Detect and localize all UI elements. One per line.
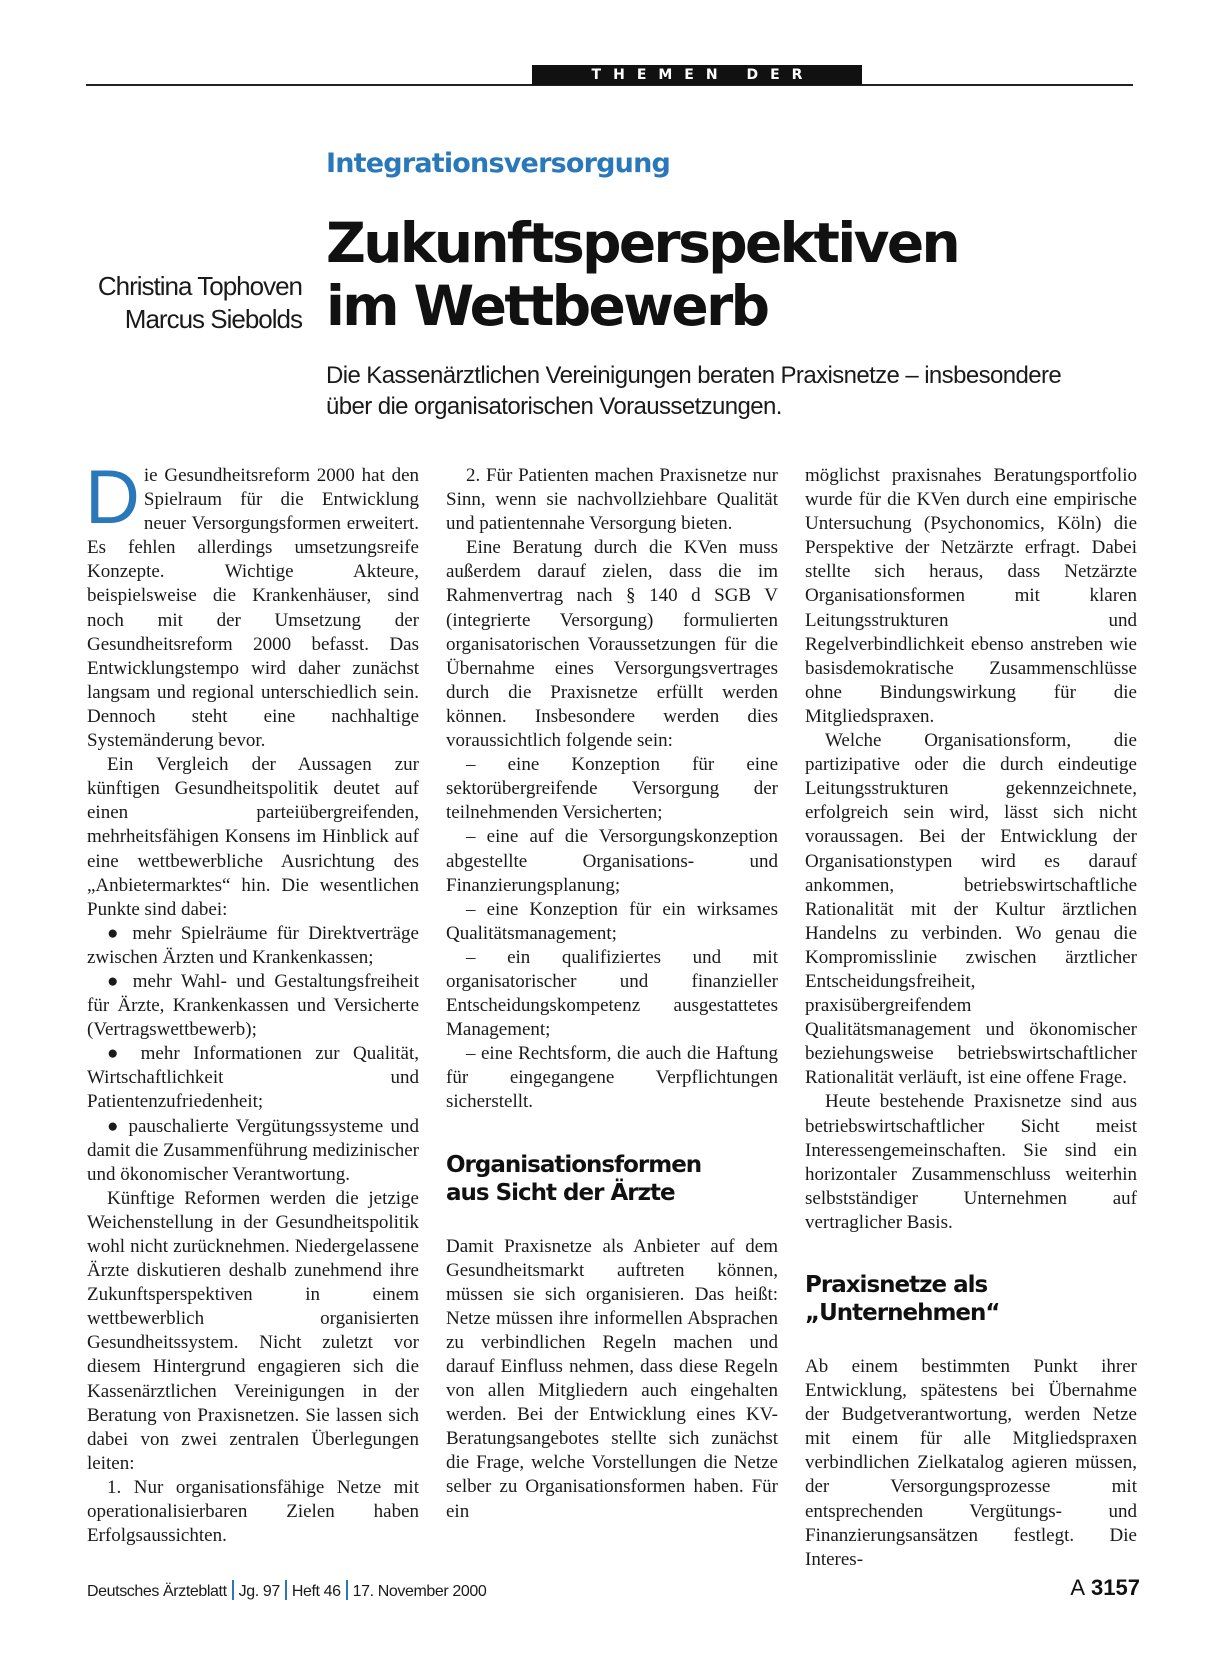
bullet-item: ● mehr Wahl- und Gestaltungsfreiheit für Ärzte, Krankenkassen und Versicherte (Vertragswettbewerb); [87,970,419,1041]
body-column-2 [446,464,778,1524]
footer-separator [285,1580,287,1600]
section-header [86,65,1133,103]
journal-date: 17. November 2000 [352,1583,487,1600]
dash-item: – eine Konzeption für eine sektorübergreifende Versorgung der teilnehmenden Versicherten; [446,754,778,824]
numbered-item: 2. Für Patienten machen Praxisnetze nur Sinn, wenn sie nachvollziehbare Qualität und patientennahe Versorgung bieten. [446,465,778,535]
dash-item: – eine auf die Versorgungskonzeption abgestellte Organisations- und Finanzierungsplanung; [446,826,778,896]
dash-item: – eine Konzeption für ein wirksames Qualitätsmanagement; [446,898,778,944]
article-authors [40,270,302,336]
bullet-item: ● pauschalierte Vergütungssysteme und damit die Zusammenführung medizinischer und ökonomischer Verantwortung. [87,1115,419,1185]
dash-item: – ein qualifiziertes und mit organisatorischer und finanzieller Entscheidungskompetenz ausgestattetes Management; [446,946,778,1041]
body-paragraph: Eine Beratung durch die KVen muss außerdem darauf zielen, dass die im Rahmenvertrag nach § 140 d SGB V (integrierte Versorgung) formulierten organisatorischen Voraussetzungen für die Übernahme eines Versorgungsvertrages durch die Praxisnetze erfüllt werden können. Insbesondere werden dies voraussichtlich folgende sein: [446,537,778,752]
page-number [1070,1575,1140,1601]
page-prefix: A [1070,1575,1086,1600]
page-footer [87,1580,486,1601]
footer-separator [232,1580,234,1600]
body-paragraph: Die Gesundheitsreform 2000 hat den Spielraum für die Entwicklung neuer Versorgungsformen erweitert. Es fehlen allerdings umsetzungsreife Konzepte. Wichtige Akteure, beispielsweise die Krankenhäuser, sind noch mit der Umsetzung der Gesundheitsreform 2000 befasst. Das Entwicklungstempo wird daher zunächst langsam und regional unterschiedlich sein. Dennoch steht eine nachhaltige Systemänderung bevor. [85,455,419,752]
headline-line-2: im Wettbewerb [326,274,768,338]
body-paragraph: Ein Vergleich der Aussagen zur künftigen Gesundheitspolitik deutet auf einen parteiübergreifenden, mehrheitsfähigen Konsens im Hinblick auf eine wettbewerbliche Ausrichtung des „Anbietermarktes“ hin. Die wesentlichen Punkte sind dabei: [87,754,419,920]
author-2: Marcus Siebolds [124,304,302,334]
body-paragraph: möglichst praxisnahes Beratungsportfolio wurde für die KVen durch eine empirische Untersuchung (Psychonomics, Köln) die Perspektive der Netzärzte erfragt. Dabei stellte sich heraus, dass Netzärzte Organisationsformen mit klaren Leitungsstrukturen und Regelverbindlichkeit ebenso anstreben wie basisdemokratische Zusammenschlüsse ohne Bindungswirkung für die Mitgliedspraxen. [805,465,1137,727]
body-paragraph: Heute bestehende Praxisnetze sind aus betriebswirtschaftlicher Sicht meist Interessengemeinschaften. Sie sind ein horizontaler Zusammenschluss weiterhin selbstständiger Unternehmen auf vertraglicher Basis. [805,1091,1137,1233]
footer-separator [346,1580,348,1600]
journal-issue: Heft 46 [291,1583,341,1600]
drop-cap: D [85,455,140,540]
page-number-value: 3157 [1091,1575,1140,1600]
body-paragraph: Damit Praxisnetze als Anbieter auf dem Gesundheitsmarkt auftreten können, müssen sie sich organisieren. Das heißt: Netze müssen ihre informellen Absprachen zu verbindlichen Regeln machen und darauf Einfluss nehmen, dass diese Regeln von allen Mitgliedern auch eingehalten werden. Bei der Entwicklung eines KV-Beratungsangebotes stellte sich zunächst die Frage, welche Vorstellungen die Netze selber zu Organisationsformen haben. Für ein [446,1235,778,1522]
section-label: THEMEN DER ZEIT [532,65,862,85]
body-paragraph: Welche Organisationsform, die partizipative oder die durch eindeutige Leitungsstrukturen gekennzeichnete, erfolgreich sein wird, lässt sich nicht voraussagen. Bei der Entwicklung der Organisationstypen wird es darauf ankommen, betriebswirtschaftliche Rationalität mit der Kultur ärztlichen Handelns zu verbinden. Wo genau die Kompromisslinie zwischen ärztlicher Entscheidungsfreiheit, praxisübergreifendem Qualitätsmanagement und ökonomischer beziehungsweise betriebswirtschaftlicher Rationalität verläuft, ist eine offene Frage. [805,730,1137,1089]
body-paragraph: Ab einem bestimmten Punkt ihrer Entwicklung, spätestens bei Übernahme der Budgetverantwortung, werden Netze mit einem für alle Mitgliedspraxen verbindlichen Zielkatalog agieren müssen, der Versorgungsprozesse mit entsprechenden Vergütungs- und Finanzierungsansätzen festlegt. Die Interes- [805,1356,1137,1570]
body-paragraph: Künftige Reformen werden die jetzige Weichenstellung in der Gesundheitspolitik wohl nicht zurücknehmen. Niedergelassene Ärzte diskutieren deshalb zunehmend ihre Zukunftsperspektiven in einem wettbewerblich organisierten Gesundheitssystem. Nicht zuletzt vor diesem Hintergrund engagieren sich die Kassenärztlichen Vereinigungen in der Beratung von Praxisnetzen. Sie lassen sich dabei von zwei zentralen Überlegungen leiten: [87,1187,419,1474]
numbered-item: 1. Nur organisationsfähige Netze mit operationalisierbaren Zielen haben Erfolgsaussichten. [87,1476,419,1547]
body-column-1 [85,455,419,1548]
subheading-organisationsformen: Organisationsformen aus Sicht der Ärzte [446,1151,702,1206]
article-lead: Die Kassenärztlichen Vereinigungen beraten Praxisnetze – insbesondere über die organisatorischen Voraussetzungen. [326,362,1062,420]
headline-line-1: Zukunftsperspektiven [326,211,959,275]
author-1: Christina Tophoven [97,271,302,301]
bullet-item: ● mehr Spielräume für Direktverträge zwischen Ärzten und Krankenkassen; [87,922,419,968]
subheading-praxisnetze: Praxisnetze als „Unternehmen“ [805,1272,1000,1326]
article-kicker: Integrationsversorgung [326,148,671,179]
dash-item: – eine Rechtsform, die auch die Haftung für eingegangene Verpflichtungen sicherstellt. [446,1043,778,1113]
article-headline [326,212,958,338]
journal-volume: Jg. 97 [238,1583,280,1600]
bullet-item: ● mehr Informationen zur Qualität, Wirtschaftlichkeit und Patientenzufriedenheit; [87,1043,419,1113]
body-column-3 [805,464,1137,1572]
journal-name: Deutsches Ärzteblatt [87,1583,227,1600]
